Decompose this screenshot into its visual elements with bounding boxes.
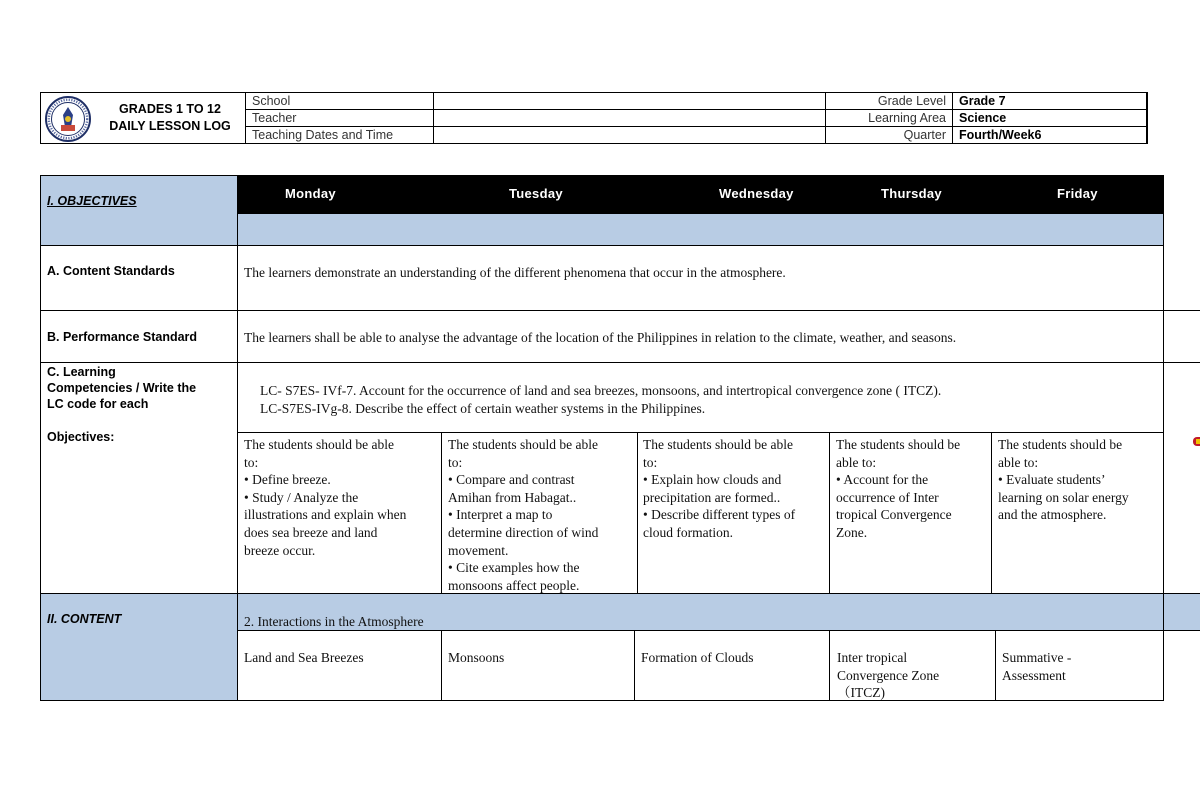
teaching-dates-value (434, 127, 826, 144)
performance-standard-text: The learners shall be able to analyse the advantage of the location of the Philippines in relation to the climate, weather, and seasons. (244, 330, 957, 345)
grid-line (237, 175, 238, 701)
teaching-dates-label: Teaching Dates and Time (246, 127, 434, 144)
grid-line (441, 630, 442, 701)
content-tuesday (448, 649, 504, 667)
grid-line (40, 593, 1200, 594)
objective-line: does sea breeze and land (244, 524, 378, 540)
content-section-label: II. CONTENT (47, 612, 122, 626)
objective-line: to: (244, 454, 259, 470)
objective-line: and the atmosphere. (998, 507, 1107, 523)
objective-line: • Compare and contrast (448, 472, 575, 488)
log-title (95, 101, 245, 135)
objective-line: able to: (836, 454, 877, 470)
grid-line (40, 310, 1200, 311)
day-header-thursday: Thursday (881, 186, 942, 201)
lc-code-2: LC-S7ES-IVg-8. Describe the effect of certain weather systems in the Philippines. (260, 400, 706, 416)
objective-line: monsoons affect people. (448, 577, 580, 593)
content-topic: 2. Interactions in the Atmosphere (244, 614, 424, 629)
day-header-monday: Monday (285, 186, 336, 201)
header-row-dates (246, 127, 1148, 144)
school-label: School (246, 93, 434, 110)
edge-marker-inner (1196, 439, 1200, 444)
log-title-line2: DAILY LESSON LOG (109, 119, 231, 133)
header-info-table (245, 92, 1148, 144)
grid-line (634, 630, 635, 701)
content-wednesday (641, 649, 754, 667)
content-standards-label: A. Content Standards (47, 264, 175, 278)
performance-standard-label: B. Performance Standard (47, 330, 198, 344)
header-row-school (246, 93, 1148, 110)
day-header-bar (238, 175, 1164, 214)
grid-line (40, 175, 41, 701)
objective-line: The students should be able (448, 437, 598, 452)
content-line: （ITCZ) (837, 685, 885, 701)
objective-line: determine direction of wind (448, 524, 599, 540)
teacher-label: Teacher (246, 110, 434, 127)
grid-line (441, 432, 442, 594)
objective-line: occurrence of Inter (836, 489, 939, 505)
objective-line: to: (448, 454, 463, 470)
objective-line: breeze occur. (244, 542, 316, 558)
content-monday (244, 649, 364, 667)
objective-line: • Evaluate students’ (998, 472, 1106, 488)
grid-line (40, 245, 1164, 246)
teacher-value (434, 110, 826, 127)
grid-line (1163, 175, 1164, 701)
objectives-section-label: I. OBJECTIVES (47, 194, 137, 208)
quarter-label: Quarter (826, 127, 953, 144)
objective-line: The students should be able (244, 437, 394, 452)
objective-line: • Account for the (836, 472, 929, 488)
content-line: Formation of Clouds (641, 650, 754, 665)
grid-line (238, 432, 1164, 433)
learning-area-value: Science (953, 110, 1148, 127)
log-title-line1: GRADES 1 TO 12 (119, 102, 221, 116)
objective-line: movement. (448, 542, 509, 558)
grid-line (829, 630, 830, 701)
objective-line: learning on solar energy (998, 489, 1129, 505)
content-friday (1002, 649, 1071, 684)
content-line: Assessment (1002, 667, 1066, 683)
objective-friday (998, 436, 1129, 524)
day-header-wednesday: Wednesday (719, 186, 794, 201)
school-value (434, 93, 826, 110)
grade-level-value: Grade 7 (953, 93, 1148, 110)
lc-label-line: Competencies / Write the (47, 381, 197, 395)
objective-line: cloud formation. (643, 524, 733, 540)
quarter-value: Fourth/Week6 (953, 127, 1148, 144)
lc-label-line: C. Learning (47, 365, 116, 379)
objective-wednesday (643, 436, 795, 542)
lc-code-1: LC- S7ES- IVf-7. Account for the occurrence of land and sea breezes, monsoons, and intertropical convergence zone ( ITCZ). (260, 383, 942, 398)
content-thursday (837, 649, 939, 702)
grid-line (637, 432, 638, 594)
content-line: Summative - (1002, 650, 1072, 665)
grid-line (40, 175, 1164, 176)
header-row-teacher (246, 110, 1148, 127)
objective-line: • Explain how clouds and (643, 472, 782, 488)
objective-line: able to: (998, 454, 1039, 470)
objectives-label-cell (40, 175, 238, 245)
objective-line: The students should be able (643, 437, 793, 452)
content-line: Land and Sea Breezes (244, 650, 364, 665)
objective-line: illustrations and explain when (244, 507, 407, 523)
objective-line: • Define breeze. (244, 472, 331, 488)
day-header-tuesday: Tuesday (509, 186, 563, 201)
objective-line: The students should be (836, 437, 961, 452)
grid-line (829, 432, 830, 594)
objective-tuesday (448, 436, 598, 594)
content-line: Convergence Zone (837, 667, 940, 683)
lc-label-line: LC code for each (47, 397, 149, 411)
day-header-friday: Friday (1057, 186, 1098, 201)
objective-line: Zone. (836, 524, 868, 540)
objective-line: • Interpret a map to (448, 507, 553, 523)
content-line: Inter tropical (837, 650, 908, 665)
objective-thursday (836, 436, 960, 542)
content-standards-text: The learners demonstrate an understanding of the different phenomena that occur in the atmosphere. (244, 265, 786, 280)
grid-line (40, 362, 1200, 363)
objective-line: • Describe different types of (643, 507, 796, 523)
objective-line: Amihan from Habagat.. (448, 489, 577, 505)
objective-line: The students should be (998, 437, 1123, 452)
objective-line: • Study / Analyze the (244, 489, 359, 505)
learning-competencies-label (47, 364, 196, 412)
objective-line: tropical Convergence (836, 507, 952, 523)
grid-line (991, 432, 992, 594)
objective-monday (244, 436, 406, 559)
objective-line: to: (643, 454, 658, 470)
objective-line: • Cite examples how the (448, 560, 580, 576)
lc-codes (260, 382, 941, 417)
deped-seal-icon (44, 95, 92, 143)
content-line: Monsoons (448, 650, 505, 665)
objective-line: precipitation are formed.. (643, 489, 781, 505)
learning-area-label: Learning Area (826, 110, 953, 127)
grid-line (995, 630, 996, 701)
objectives-sublabel: Objectives: (47, 430, 115, 444)
objectives-blank-band (238, 214, 1164, 245)
grade-level-label: Grade Level (826, 93, 953, 110)
